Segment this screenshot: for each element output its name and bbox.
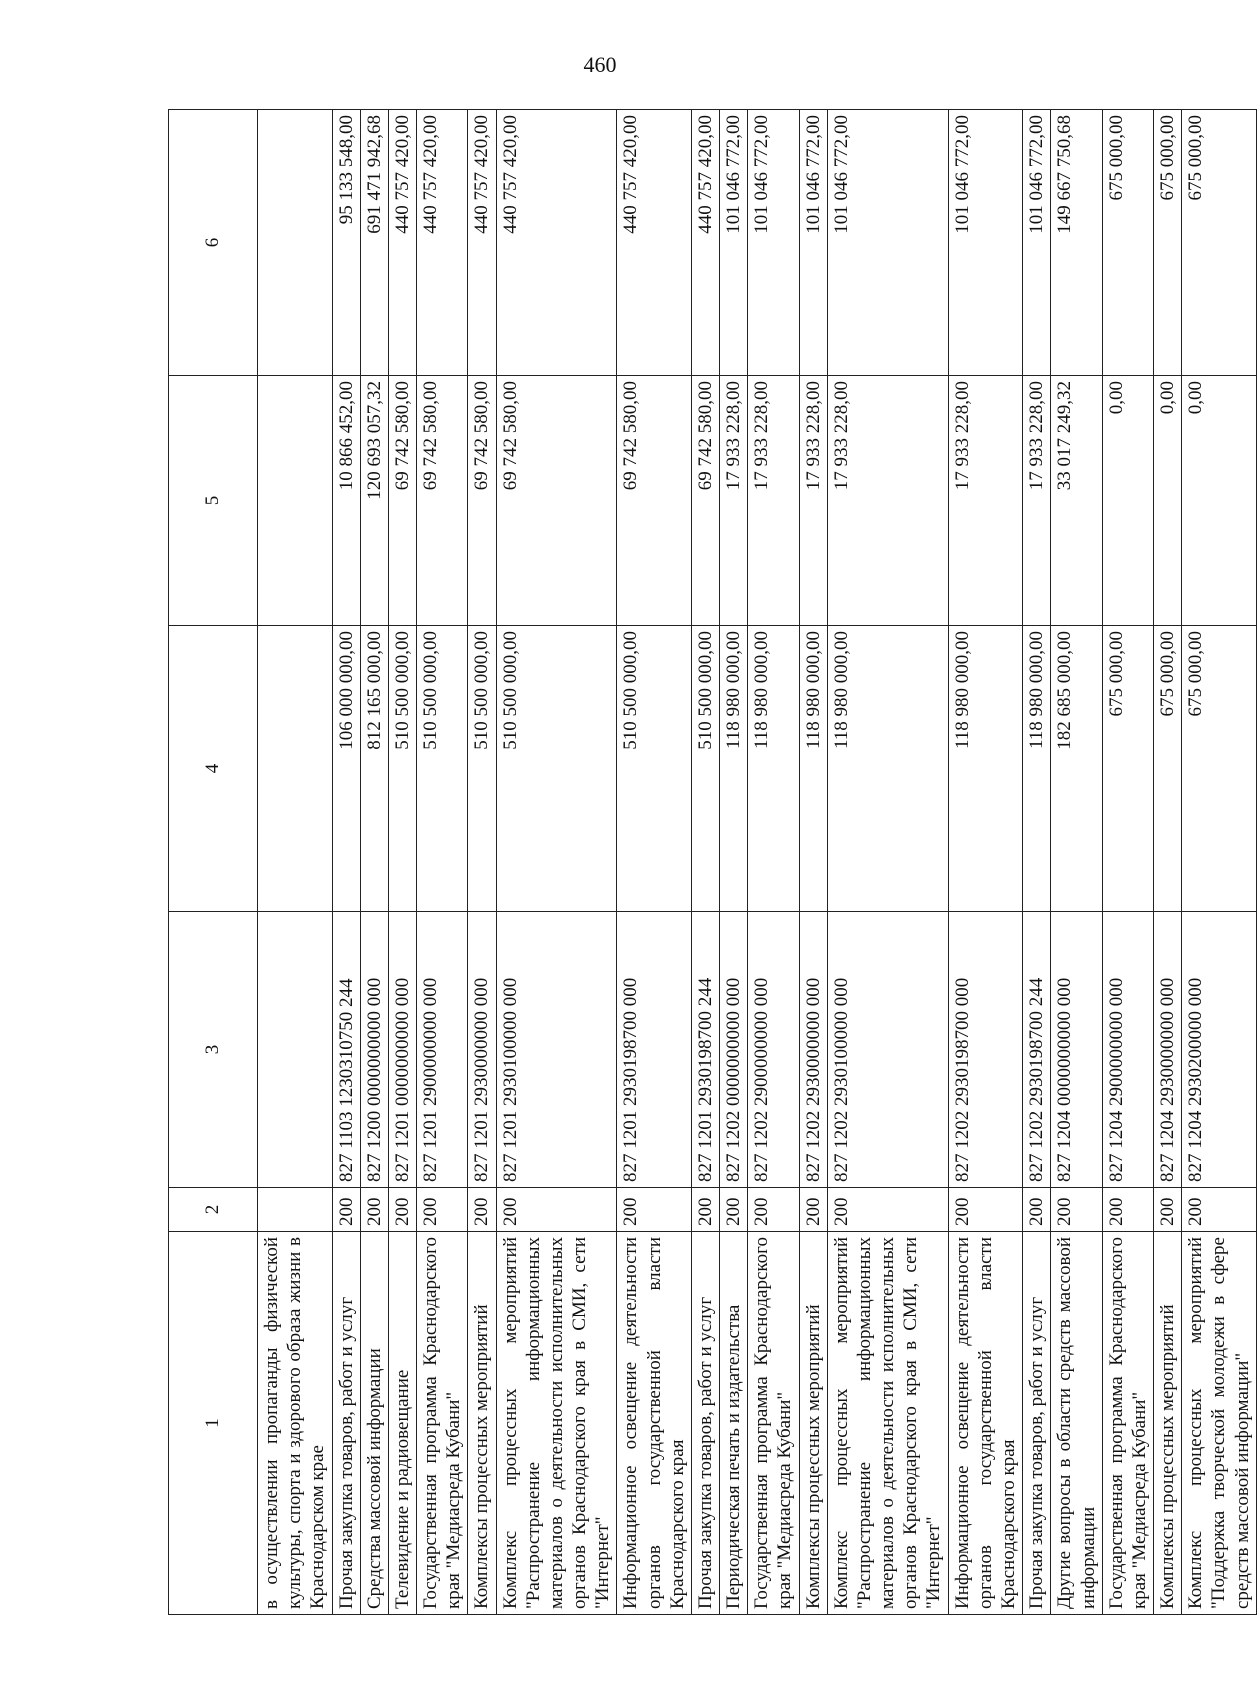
row-name: в осуществлении пропаганды физической культуры, спорта и здорового образа жизни в Краснодарском крае xyxy=(258,1232,333,1615)
row-name: Государственная программа Краснодарского края "Медиасреда Кубани" xyxy=(748,1232,799,1615)
row-name: Прочая закупка товаров, работ и услуг xyxy=(691,1232,719,1615)
table-row xyxy=(1154,110,1182,1615)
row-amount-col-4: 510 500 000,00 xyxy=(417,626,468,912)
row-kbk: 827 1202 2930198700 000 xyxy=(948,912,1023,1188)
row-amount-col-5: 17 933 228,00 xyxy=(1023,376,1051,626)
row-amount-col-4: 675 000,00 xyxy=(1102,626,1153,912)
row-amount-col-4: 510 500 000,00 xyxy=(691,626,719,912)
row-code: 200 xyxy=(827,1188,948,1232)
row-code: 200 xyxy=(1102,1188,1153,1232)
row-amount-col-4: 106 000 000,00 xyxy=(332,626,360,912)
table-row xyxy=(827,110,948,1615)
row-kbk: 827 1202 2930100000 000 xyxy=(827,912,948,1188)
table-row xyxy=(332,110,360,1615)
row-amount-col-6: 440 757 420,00 xyxy=(691,110,719,376)
row-amount-col-5: 0,00 xyxy=(1182,376,1257,626)
row-kbk: 827 1103 1230310750 244 xyxy=(332,912,360,1188)
row-kbk: 827 1204 2900000000 000 xyxy=(1102,912,1153,1188)
row-amount-col-5: 17 933 228,00 xyxy=(748,376,799,626)
row-amount-col-5: 17 933 228,00 xyxy=(948,376,1023,626)
row-amount-col-5: 17 933 228,00 xyxy=(827,376,948,626)
row-amount-col-6: 149 667 750,68 xyxy=(1051,110,1102,376)
row-amount-col-5: 10 866 452,00 xyxy=(332,376,360,626)
row-code: 200 xyxy=(496,1188,617,1232)
header-col-5: 5 xyxy=(169,376,258,626)
table-row xyxy=(496,110,617,1615)
row-amount-col-5: 69 742 580,00 xyxy=(691,376,719,626)
row-amount-col-4: 510 500 000,00 xyxy=(617,626,692,912)
row-kbk: 827 1201 2930198700 244 xyxy=(691,912,719,1188)
row-name: Комплекс процессных мероприятий "Поддержка творческой молодежи в сфере средств массовой информации" xyxy=(1182,1232,1257,1615)
row-name: Государственная программа Краснодарского края "Медиасреда Кубани" xyxy=(1102,1232,1153,1615)
row-name: Прочая закупка товаров, работ и услуг xyxy=(1023,1232,1051,1615)
row-code: 200 xyxy=(388,1188,416,1232)
row-code: 200 xyxy=(617,1188,692,1232)
row-amount-col-6: 440 757 420,00 xyxy=(417,110,468,376)
row-code: 200 xyxy=(691,1188,719,1232)
row-amount-col-5: 0,00 xyxy=(1154,376,1182,626)
table-row xyxy=(258,110,333,1615)
row-kbk: 827 1201 2930000000 000 xyxy=(468,912,496,1188)
row-amount-col-5: 69 742 580,00 xyxy=(388,376,416,626)
row-code: 200 xyxy=(799,1188,827,1232)
row-code: 200 xyxy=(1051,1188,1102,1232)
row-name: Телевидение и радиовещание xyxy=(388,1232,416,1615)
row-name: Комплекс процессных мероприятий "Распространение информационных материалов о деятельности исполнительных органов Краснодарского края в СМИ, сети "Интернет" xyxy=(827,1232,948,1615)
row-amount-col-6: 440 757 420,00 xyxy=(388,110,416,376)
row-amount-col-5: 120 693 057,32 xyxy=(360,376,388,626)
row-amount-col-6: 101 046 772,00 xyxy=(799,110,827,376)
row-kbk: 827 1204 2930000000 000 xyxy=(1154,912,1182,1188)
row-amount-col-6: 95 133 548,00 xyxy=(332,110,360,376)
row-amount-col-4: 510 500 000,00 xyxy=(388,626,416,912)
row-amount-col-5 xyxy=(258,376,333,626)
row-name: Комплексы процессных мероприятий xyxy=(468,1232,496,1615)
row-amount-col-5: 69 742 580,00 xyxy=(468,376,496,626)
table-row xyxy=(799,110,827,1615)
budget-table xyxy=(168,109,1257,1615)
row-name: Периодическая печать и издательства xyxy=(720,1232,748,1615)
row-amount-col-5: 33 017 249,32 xyxy=(1051,376,1102,626)
row-kbk: 827 1202 2930198700 244 xyxy=(1023,912,1051,1188)
table-row xyxy=(748,110,799,1615)
row-name: Комплексы процессных мероприятий xyxy=(799,1232,827,1615)
page-number: 460 xyxy=(583,52,617,77)
table-row xyxy=(948,110,1023,1615)
row-name: Прочая закупка товаров, работ и услуг xyxy=(332,1232,360,1615)
row-kbk: 827 1204 0000000000 000 xyxy=(1051,912,1102,1188)
table-row xyxy=(617,110,692,1615)
row-code xyxy=(258,1188,333,1232)
row-code: 200 xyxy=(360,1188,388,1232)
row-amount-col-4: 118 980 000,00 xyxy=(827,626,948,912)
row-name: Средства массовой информации xyxy=(360,1232,388,1615)
row-kbk xyxy=(258,912,333,1188)
row-amount-col-6: 675 000,00 xyxy=(1182,110,1257,376)
row-amount-col-4: 118 980 000,00 xyxy=(720,626,748,912)
rotated-table-area xyxy=(168,110,1253,1615)
row-kbk: 827 1201 2900000000 000 xyxy=(417,912,468,1188)
row-amount-col-6: 101 046 772,00 xyxy=(720,110,748,376)
header-col-4: 4 xyxy=(169,626,258,912)
row-code: 200 xyxy=(748,1188,799,1232)
row-amount-col-4: 675 000,00 xyxy=(1154,626,1182,912)
row-code: 200 xyxy=(332,1188,360,1232)
row-kbk: 827 1202 0000000000 000 xyxy=(720,912,748,1188)
table-row xyxy=(720,110,748,1615)
row-code: 200 xyxy=(948,1188,1023,1232)
row-kbk: 827 1201 2930100000 000 xyxy=(496,912,617,1188)
row-kbk: 827 1201 2930198700 000 xyxy=(617,912,692,1188)
header-col-1: 1 xyxy=(169,1232,258,1615)
row-amount-col-4: 812 165 000,00 xyxy=(360,626,388,912)
row-name: Комплексы процессных мероприятий xyxy=(1154,1232,1182,1615)
row-amount-col-5: 69 742 580,00 xyxy=(496,376,617,626)
table-row xyxy=(468,110,496,1615)
table-row xyxy=(1051,110,1102,1615)
row-amount-col-5: 17 933 228,00 xyxy=(720,376,748,626)
row-amount-col-5: 69 742 580,00 xyxy=(617,376,692,626)
row-amount-col-5: 17 933 228,00 xyxy=(799,376,827,626)
row-kbk: 827 1201 0000000000 000 xyxy=(388,912,416,1188)
row-code: 200 xyxy=(1182,1188,1257,1232)
row-name: Информационное освещение деятельности органов государственной власти Краснодарского края xyxy=(948,1232,1023,1615)
row-amount-col-4: 118 980 000,00 xyxy=(948,626,1023,912)
row-code: 200 xyxy=(720,1188,748,1232)
row-amount-col-6 xyxy=(258,110,333,376)
row-name: Государственная программа Краснодарского края "Медиасреда Кубани" xyxy=(417,1232,468,1615)
table-wrapper xyxy=(168,110,1253,1615)
row-amount-col-4: 118 980 000,00 xyxy=(1023,626,1051,912)
row-amount-col-6: 675 000,00 xyxy=(1154,110,1182,376)
row-code: 200 xyxy=(417,1188,468,1232)
row-kbk: 827 1202 2900000000 000 xyxy=(748,912,799,1188)
row-amount-col-6: 101 046 772,00 xyxy=(748,110,799,376)
row-kbk: 827 1200 0000000000 000 xyxy=(360,912,388,1188)
row-amount-col-6: 440 757 420,00 xyxy=(617,110,692,376)
row-amount-col-4: 675 000,00 xyxy=(1182,626,1257,912)
row-amount-col-4: 510 500 000,00 xyxy=(468,626,496,912)
header-col-3: 3 xyxy=(169,912,258,1188)
row-amount-col-6: 675 000,00 xyxy=(1102,110,1153,376)
table-row xyxy=(1023,110,1051,1615)
table-row xyxy=(1102,110,1153,1615)
table-row xyxy=(388,110,416,1615)
row-amount-col-5: 0,00 xyxy=(1102,376,1153,626)
row-amount-col-5: 69 742 580,00 xyxy=(417,376,468,626)
header-col-6: 6 xyxy=(169,110,258,376)
row-name: Другие вопросы в области средств массовой информации xyxy=(1051,1232,1102,1615)
row-amount-col-6: 440 757 420,00 xyxy=(468,110,496,376)
row-code: 200 xyxy=(1154,1188,1182,1232)
row-kbk: 827 1204 2930200000 000 xyxy=(1182,912,1257,1188)
row-code: 200 xyxy=(468,1188,496,1232)
row-amount-col-6: 101 046 772,00 xyxy=(948,110,1023,376)
row-name: Информационное освещение деятельности органов государственной власти Краснодарского края xyxy=(617,1232,692,1615)
row-amount-col-6: 440 757 420,00 xyxy=(496,110,617,376)
table-row xyxy=(417,110,468,1615)
row-amount-col-6: 691 471 942,68 xyxy=(360,110,388,376)
table-row xyxy=(691,110,719,1615)
header-col-2: 2 xyxy=(169,1188,258,1232)
row-amount-col-4: 118 980 000,00 xyxy=(799,626,827,912)
row-code: 200 xyxy=(1023,1188,1051,1232)
row-amount-col-4: 182 685 000,00 xyxy=(1051,626,1102,912)
row-amount-col-4 xyxy=(258,626,333,912)
table-header-row xyxy=(169,110,258,1615)
table-row xyxy=(360,110,388,1615)
table-row xyxy=(1182,110,1257,1615)
row-amount-col-6: 101 046 772,00 xyxy=(1023,110,1051,376)
row-amount-col-6: 101 046 772,00 xyxy=(827,110,948,376)
row-amount-col-4: 510 500 000,00 xyxy=(496,626,617,912)
row-name: Комплекс процессных мероприятий "Распространение информационных материалов о деятельности исполнительных органов Краснодарского края в СМИ, сети "Интернет" xyxy=(496,1232,617,1615)
row-kbk: 827 1202 2930000000 000 xyxy=(799,912,827,1188)
row-amount-col-4: 118 980 000,00 xyxy=(748,626,799,912)
